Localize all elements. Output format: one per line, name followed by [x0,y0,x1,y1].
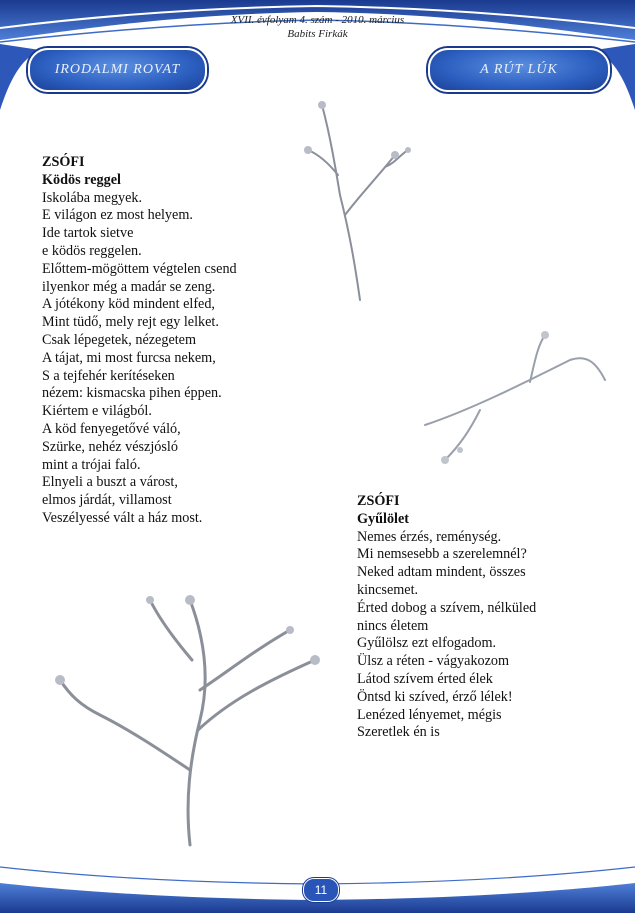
issue-info: XVII. évfolyam 4. szám - 2010. március [230,14,405,26]
poem-line: Látod szívem érted élek [357,670,493,687]
tree-branch-illustration-top [300,95,420,305]
poem-line: Nemes érzés, reménység. [357,528,502,545]
poem-line: e ködös reggelen. [42,242,142,259]
poem-title: Gyűlölet [357,510,410,527]
poem-title: Ködös reggel [42,171,121,188]
poem-line: Gyűlölsz ezt elfogadom. [357,635,497,652]
magazine-name: Babits Firkák [287,28,348,40]
poem-line: A tájat, mi most furcsa nekem, [42,349,216,366]
poem-line: Mi nemsesebb a szerelemnél? [357,546,527,563]
poem-gyulolet [357,493,602,742]
poem-line: Előttem-mögöttem végtelen csend [42,260,237,277]
section-tab-right [428,48,610,92]
poem-line: Elnyeli a buszt a várost, [42,474,178,491]
poem-line: A jótékony köd mindent elfed, [42,296,215,313]
poem-author: ZSÓFI [357,493,400,509]
poem-line: ilyenkor még a madár se zeng. [42,278,216,295]
page-number: 11 [303,878,339,902]
poem-line: Veszélyessé vált a ház most. [42,509,203,526]
poem-line: S a tejfehér kerítéseken [42,367,175,384]
poem-line: Szürke, nehéz vészjósló [42,438,178,455]
poem-line: kincsemet. [357,581,419,598]
poem-line: mint a trójai faló. [42,456,141,473]
poem-line: elmos járdát, villamost [42,492,172,509]
poem-line: Szeretlek én is [357,724,440,741]
tree-illustration-bottom [40,570,330,850]
poem-line: Neked adtam mindent, összes [357,564,526,581]
section-tab-left-label: IRODALMI ROVAT [54,62,181,77]
poem-author: ZSÓFI [42,154,85,170]
section-tab-left [28,48,207,92]
poem-line: Ülsz a réten - vágyakozom [357,653,510,670]
poem-line: nézem: kismacska pihen éppen. [42,385,222,402]
poem-line: Csak lépegetek, nézegetem [42,331,197,348]
poem-line: nincs életem [357,617,429,634]
poem-line: Lenézed lényemet, mégis [357,706,502,723]
poem-line: Ide tartok sietve [42,225,134,242]
poem-line: Mint tüdő, mely rejt egy lelket. [42,314,219,331]
poem-line: E világon ez most helyem. [42,207,193,224]
poem-line: Öntsd ki szíved, érző lélek! [357,688,513,705]
poem-line: Iskolába megyek. [42,189,143,206]
poem-line: Érted dobog a szívem, nélküled [357,599,537,616]
poem-kodos-reggel [42,154,292,528]
poem-line: Kiértem e világból. [42,403,152,420]
tree-branch-illustration-middle [420,330,610,480]
poem-line: A köd fenyegetővé váló, [42,420,181,437]
section-tab-right-label: A RÚT LÚK [480,62,558,77]
